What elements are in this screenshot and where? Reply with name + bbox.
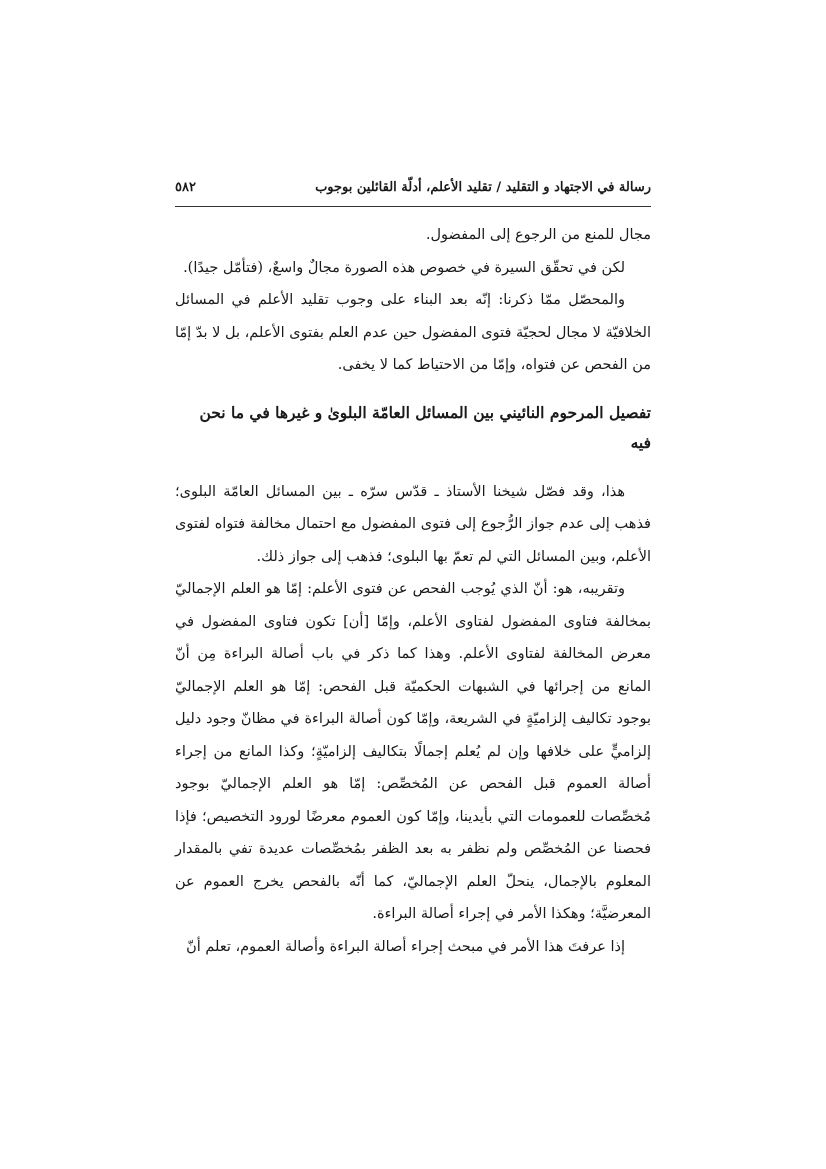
- paragraph: والمحصّل ممّا ذكرنا: إنّه بعد البناء على وجوب تقليد الأعلم في المسائل الخلافيّة لا مجال لحجيّة فتوى المفضول حين عدم العلم بفتوى الأعلم، بل لا بدّ إمّا من الفحص عن فتواه، وإمّا من الاحتياط كما لا يخفى.: [175, 292, 651, 373]
- running-header: [175, 178, 651, 200]
- paragraph: إذا عرفتَ هذا الأمر في مبحث إجراء أصالة البراءة وأصالة العموم، تعلم أنّ: [186, 938, 625, 955]
- paragraph-continuation: مجال للمنع من الرجوع إلى المفضول.: [425, 227, 651, 243]
- main-text: [175, 219, 651, 963]
- paragraph: هذا، وقد فصّل شيخنا الأستاذ ـ قدّس سرّه ـ بين المسائل العامّة البلوى؛ فذهب إلى عدم جواز الرُّجوع إلى فتوى المفضول مع احتمال مخالفة فتواه لفتوى الأعلم، وبين المسائل التي لم تعمّ بها البلوى؛ فذهب إلى جواز ذلك.: [175, 483, 651, 565]
- paragraph: لكن في تحقّق السيرة في خصوص هذه الصورة مجالٌ واسعٌ، (فتأمّل جيدًا).: [183, 259, 625, 276]
- page-number: ٥٨٢: [175, 180, 196, 195]
- header-title: رسالة في الاجتهاد و التقليد / تقليد الأعلم، أدلّة القائلين بوجوب: [315, 180, 651, 195]
- paragraph: وتقريبه، هو: أنّ الذي يُوجب الفحص عن فتوى الأعلم: إمّا هو العلم الإجماليّ بمخالفة فتاوى المفضول لفتاوى الأعلم، وإمّا [أن] تكون فتاوى المفضول في معرض المخالفة لفتاوى الأعلم. وهذا كما ذكر في باب أصالة البراءة مِن أنّ المانع من إجرائها في الشبهات الحكميّة قبل الفحص: إمّا هو العلم الإجماليّ بوجود تكاليف إلزاميّةٍ في الشريعة، وإمّا كون أصالة البراءة في مظانّ وجود دليل إلزاميٍّ على خلافها وإن لم يُعلم إجمالًا بتكاليف إلزاميّةٍ؛ وكذا المانع من إجراء أصالة العموم قبل الفحص عن المُخصِّص: إمّا هو العلم الإجماليّ بوجود مُخصِّصات للعمومات التي بأيدينا، وإمّا كون العموم معرضًا لورود التخصيص؛ فإذا فحصنا عن المُخصِّص ولم نظفر به بعد الظفر بمُخصِّصات عديدة تفي بالمقدار المعلوم بالإجمال، ينحلّ العلم الإجماليّ، كما أنّه بالفحص يخرج العموم عن المعرضيَّة؛ وهكذا الأمر في إجراء أصالة البراءة.: [175, 581, 651, 922]
- section-heading: تفصيل المرحوم النائيني بين المسائل العامّة البلوىٰ و غيرها في ما نحن فيه: [199, 402, 651, 452]
- header-rule: [175, 206, 651, 207]
